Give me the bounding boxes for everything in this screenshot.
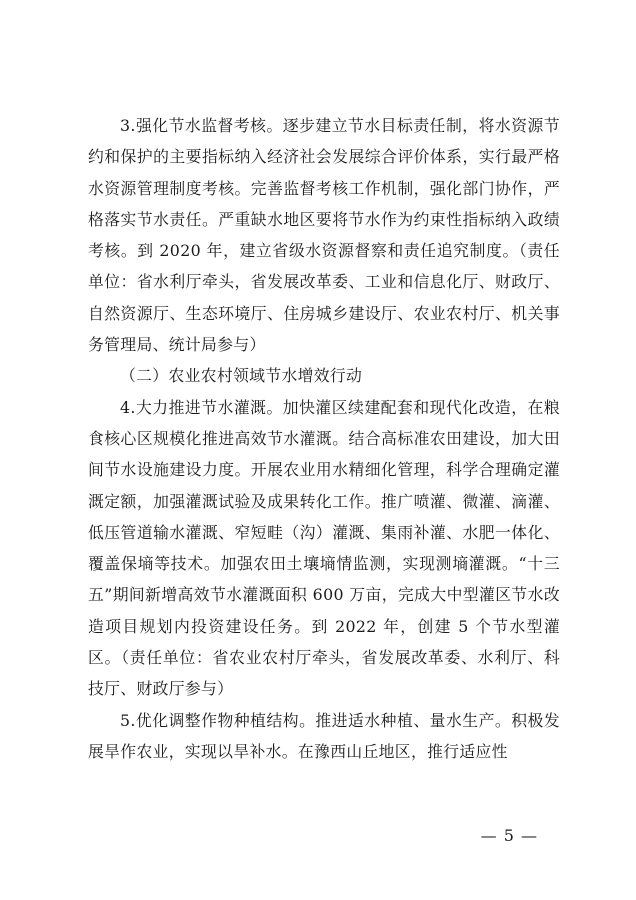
body-text xyxy=(88,110,560,767)
paragraph-irrigation: 4.大力推进节水灌溉。加快灌区续建配套和现代化改造，在粮食核心区规模化推进高效节水灌溉。结合高标准农田建设，加大田间节水设施建设力度。开展农业用水精细化管理，科学合理确定灌溉定额，加强灌溉试验及成果转化工作。推广喷灌、微灌、滴灌、低压管道输水灌溉、窄短畦（沟）灌溉、集雨补灌、水肥一体化、覆盖保墒等技术。加强农田土壤墒情监测，实现测墒灌溉。“十三五”期间新增高效节水灌溉面积 600 万亩，完成大中型灌区节水改造项目规划内投资建设任务。到 2022 年，创建 5 个节水型灌区。（责任单位：省农业农村厅牵头，省发展改革委、水利厅、科技厅、财政厅参与） xyxy=(88,397,560,699)
section-heading-agriculture: （二）农业农村领域节水增效行动 xyxy=(120,366,363,386)
paragraph-water-supervision: 3.强化节水监督考核。逐步建立节水目标责任制，将水资源节约和保护的主要指标纳入经济社会发展综合评价体系，实行最严格水资源管理制度考核。完善监督考核工作机制，强化部门协作，严格落实节水责任。严重缺水地区要将节水作为约束性指标纳入政绩考核。到 2020 年，建立省级水资源督察和责任追究制度。（责任单位：省水利厅牵头，省发展改革委、工业和信息化厅、财政厅、自然资源厅、生态环境厅、住房城乡建设厅、农业农村厅、机关事务管理局、统计局参与） xyxy=(88,116,560,355)
paragraph-crop-structure: 5.优化调整作物种植结构。推进适水种植、量水生产。积极发展旱作农业，实现以旱补水。在豫西山丘地区，推行适应性 xyxy=(88,710,560,761)
page-number: — 5 — xyxy=(480,826,538,845)
